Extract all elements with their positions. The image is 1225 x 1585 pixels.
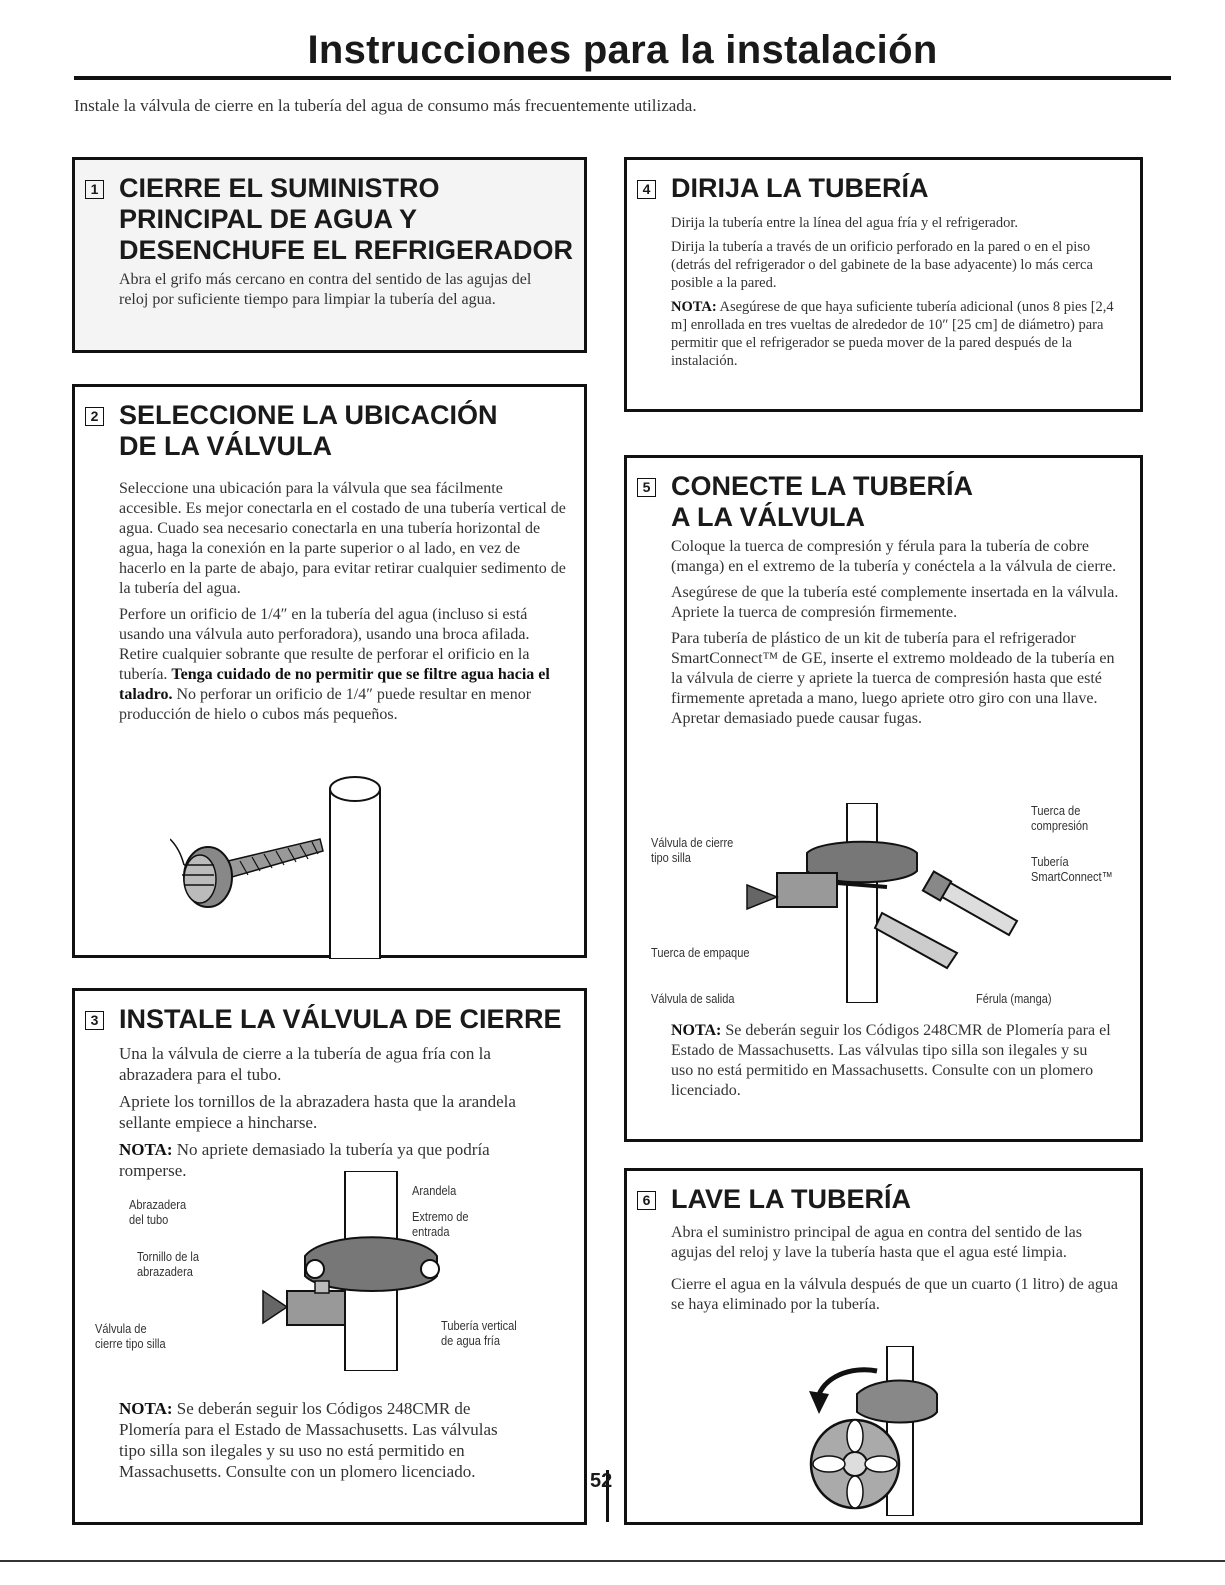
step-6-paragraph-2: Cierre el agua en la válvula después de que un cuarto (1 litro) de agua se haya eliminado por la tubería. xyxy=(671,1276,1118,1313)
label-valvula xyxy=(95,1321,166,1351)
step-6-paragraph-1: Abra el suministro principal de agua en contra del sentido de las agujas del reloj y lave la tubería hasta que el agua esté limpia. xyxy=(671,1224,1082,1261)
step-2-p2-text: Perfore un orificio de 1/4″ en la tubería del agua (incluso si está usando una válvula auto perforadora), usando una broca afilada. Retire cualquier sobrante que resulte de perforar el orificio en la tubería. xyxy=(119,606,530,683)
step-4-paragraph-2: Dirija la tubería a través de un orificio perforado en la pared o en el piso (detrás del refrigerador o del gabinete de la base adyacente) lo más cerca posible a la pared. xyxy=(671,239,1093,291)
label-tuberia-smartconnect xyxy=(1031,854,1113,884)
step-1-heading-line: CIERRE EL SUMINISTRO xyxy=(119,173,440,203)
note-label: NOTA: xyxy=(119,1140,173,1159)
label-line: Abrazadera xyxy=(129,1197,187,1212)
step-3-body xyxy=(119,1043,559,1187)
label-line: del tubo xyxy=(129,1212,169,1227)
step-6-heading xyxy=(671,1184,911,1215)
step-3-heading xyxy=(119,1004,562,1035)
label-line: compresión xyxy=(1031,818,1089,833)
note-label: NOTA: xyxy=(671,299,717,315)
step-5-paragraph-1: Coloque la tuerca de compresión y férula para la tubería de cobre (manga) en el extremo de la tubería y conéctela a la válvula de cierre. xyxy=(671,538,1117,575)
step-6-body xyxy=(671,1223,1126,1321)
label-line: tipo silla xyxy=(651,850,691,865)
step-2-heading xyxy=(119,400,498,462)
step-5-number: 5 xyxy=(637,478,656,497)
step-3-number: 3 xyxy=(85,1011,104,1030)
label-valvula-salida: Válvula de salida xyxy=(651,991,735,1006)
step-1-heading-line: PRINCIPAL DE AGUA Y xyxy=(119,204,418,234)
step-3-note-2-body: Se deberán seguir los Códigos 248CMR de Plomería para el Estado de Massachusetts. Las válvulas tipo silla son ilegales y su uso no está permitido en Massachusetts. Consulte con un plomero licenciado. xyxy=(119,1399,498,1481)
step-2-paragraph-1: Seleccione una ubicación para la válvula que sea fácilmente accesible. Es mejor conectarla en el costado de una tubería vertical de agua. Cuado sea necesario conectarla en una tubería horizontal de agua, haga la conexión en la parte superior o al lado, en vez de hacerlo en la parte de abajo, para evitar retirar cualquier sedimento de la tubería del agua. xyxy=(119,480,566,597)
step-5-paragraph-2: Asegúrese de que la tubería esté complemente insertada en la válvula. Apriete la tuerca de compresión firmemente. xyxy=(671,584,1119,621)
step-2-box xyxy=(72,384,587,958)
label-line: Válvula de xyxy=(95,1321,147,1336)
step-3-heading-line: INSTALE LA VÁLVULA DE CIERRE xyxy=(119,1004,562,1034)
step-4-heading xyxy=(671,173,929,204)
intro-text: Instale la válvula de cierre en la tubería del agua de consumo más frecuentemente utilizada. xyxy=(74,96,697,115)
label-line: abrazadera xyxy=(137,1264,193,1279)
step-3-paragraph-2: Apriete los tornillos de la abrazadera hasta que la arandela sellante empiece a hincharse. xyxy=(119,1092,516,1132)
step-5-heading xyxy=(671,471,973,533)
step-4-note xyxy=(671,298,1126,370)
step-3-paragraph-1: Una la válvula de cierre a la tubería de agua fría con la abrazadera para el tubo. xyxy=(119,1044,491,1084)
step-2-number: 2 xyxy=(85,407,104,426)
step-3-note-2 xyxy=(119,1398,519,1488)
label-line: Tornillo de la xyxy=(137,1249,200,1264)
page-title: Instrucciones para la instalación xyxy=(307,28,938,72)
label-tuerca-compresion xyxy=(1031,803,1088,833)
step-4-box xyxy=(624,157,1143,412)
step-4-heading-line: DIRIJA LA TUBERÍA xyxy=(671,173,929,203)
step-5-note xyxy=(671,1021,1111,1107)
step-2-body xyxy=(119,479,569,731)
step-5-body xyxy=(671,537,1126,735)
step-5-note-body: Se deberán seguir los Códigos 248CMR de Plomería para el Estado de Massachusetts. Las válvulas tipo silla son ilegales y su uso no está permitido en Massachusetts. Consulte con un plomero licenciado. xyxy=(671,1022,1111,1099)
step-2-p2-end: No perforar un orificio de 1/4″ puede resultar en menor producción de hielo o cubos más pequeños. xyxy=(119,686,532,723)
step-4-paragraph-1: Dirija la tubería entre la línea del agua fría y el refrigerador. xyxy=(671,215,1019,231)
step-5-heading-line: A LA VÁLVULA xyxy=(671,502,865,532)
label-tuerca-empaque: Tuerca de empaque xyxy=(651,945,750,960)
step-6-number: 6 xyxy=(637,1191,656,1210)
step-1-heading xyxy=(119,173,573,266)
label-extremo xyxy=(412,1209,469,1239)
step-5-paragraph-3: Para tubería de plástico de un kit de tubería para el refrigerador SmartConnect™ de GE, inserte el extremo moldeado de la tubería en la válvula de cierre y apriete la tuerca de compresión hasta que esté firmemente apretada a mano, luego apriete otro giro con una llave. Apretar demasiado puede causar fugas. xyxy=(671,630,1115,727)
step-2-warning: Tenga cuidado de no permitir que se filtre agua hacia el taladro. xyxy=(119,666,550,703)
step-6-heading-line: LAVE LA TUBERÍA xyxy=(671,1184,911,1214)
note-label: NOTA: xyxy=(671,1022,722,1039)
label-line: cierre tipo silla xyxy=(95,1336,166,1351)
label-line: entrada xyxy=(412,1224,450,1239)
label-line: Extremo de xyxy=(412,1209,469,1224)
valve-connection-illustration xyxy=(717,803,1037,1003)
step-3-box xyxy=(72,988,587,1525)
label-line: Tubería xyxy=(1031,854,1069,869)
step-1-number: 1 xyxy=(85,180,104,199)
step-3-note-2-text xyxy=(119,1398,519,1482)
label-ferula: Férula (manga) xyxy=(976,991,1052,1006)
bottom-divider xyxy=(0,1560,1225,1562)
step-2-heading-line: DE LA VÁLVULA xyxy=(119,431,332,461)
step-5-heading-line: CONECTE LA TUBERÍA xyxy=(671,471,973,501)
label-arandela: Arandela xyxy=(412,1183,457,1198)
label-line: Válvula de cierre xyxy=(651,835,734,850)
label-line: SmartConnect™ xyxy=(1031,869,1113,884)
label-line: de agua fría xyxy=(441,1333,500,1348)
step-2-heading-line: SELECCIONE LA UBICACIÓN xyxy=(119,400,498,430)
step-1-heading-line: DESENCHUFE EL REFRIGERADOR xyxy=(119,235,574,265)
label-line: Tuerca de xyxy=(1031,803,1081,818)
step-3-note-text: No apriete demasiado la tubería ya que podría romperse. xyxy=(119,1140,490,1180)
label-tornillo xyxy=(137,1249,199,1279)
flush-valve-illustration xyxy=(797,1346,967,1516)
step-1-box xyxy=(72,157,587,353)
label-line: Tubería vertical xyxy=(441,1318,517,1333)
step-5-note-text xyxy=(671,1021,1111,1101)
step-2-paragraph-2 xyxy=(119,605,569,725)
note-label: NOTA: xyxy=(119,1399,173,1418)
label-tuberia-vertical xyxy=(441,1318,517,1348)
title-divider xyxy=(74,76,1171,80)
step-4-note-text: Asegúrese de que haya suficiente tubería adicional (unos 8 pies [2,4 m] enrollada en tres vueltas de alrededor de 10″ [25 cm] de diámetro) para permitir que el refrigerador se pueda mover de la pared después de la instalación. xyxy=(671,299,1114,369)
step-5-box xyxy=(624,455,1143,1142)
step-4-number: 4 xyxy=(637,180,656,199)
page-number: 52 xyxy=(590,1470,613,1492)
step-6-box xyxy=(624,1168,1143,1525)
drill-pipe-illustration xyxy=(170,769,390,959)
step-1-paragraph: Abra el grifo más cercano en contra del sentido de las agujas del reloj por suficiente tiempo para limpiar la tubería del agua. xyxy=(119,271,532,308)
label-abrazadera xyxy=(129,1197,186,1227)
step-1-body xyxy=(119,270,559,316)
step-4-body xyxy=(671,214,1126,376)
label-valvula-cierre xyxy=(651,835,733,865)
